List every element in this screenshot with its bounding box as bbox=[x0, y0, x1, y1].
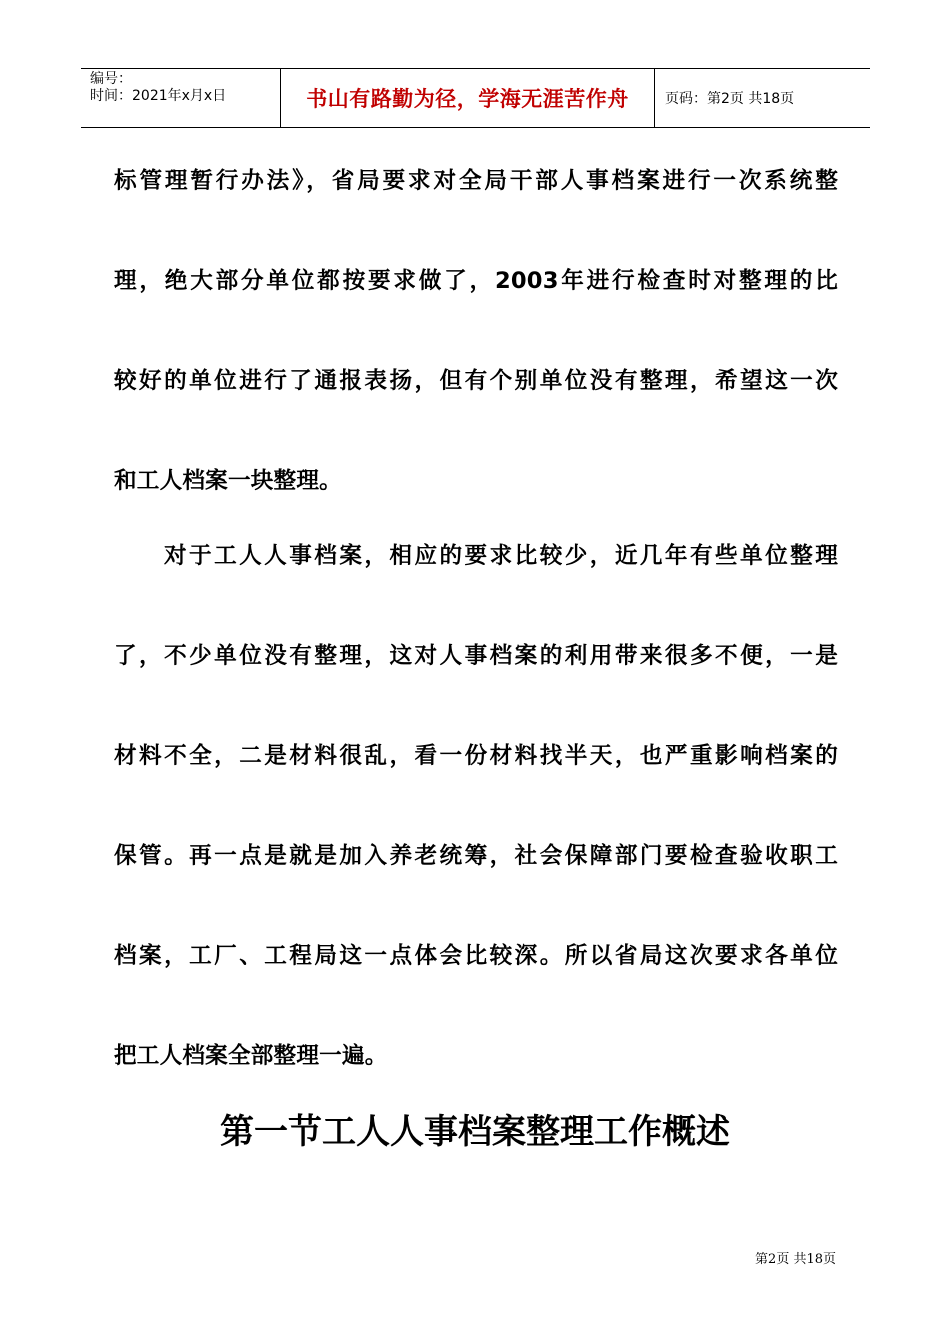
text-line: 把工人档案全部整理一遍。 bbox=[114, 1043, 388, 1069]
text-line: 档案，工厂、工程局这一点体会比较深。所以省局这次要求各单位 bbox=[114, 943, 838, 969]
header-page-label: 页码：第2页 共18页 bbox=[665, 91, 795, 107]
text-line: 保管。再一点是就是加入养老统筹，社会保障部门要检查验收职工 bbox=[114, 843, 838, 869]
section-title: 第一节工人人事档案整理工作概述 bbox=[220, 1112, 730, 1152]
doc-number-label: 编号： bbox=[90, 71, 132, 87]
header-page-cell bbox=[655, 69, 870, 127]
page-header bbox=[81, 68, 870, 128]
text-line: 标管理暂行办法》，省局要求对全局干部人事档案进行一次系统整 bbox=[114, 168, 838, 194]
header-motto-cell bbox=[281, 69, 655, 127]
text-line: 较好的单位进行了通报表扬，但有个别单位没有整理，希望这一次 bbox=[114, 368, 838, 394]
text-line: 和工人档案一块整理。 bbox=[114, 468, 342, 494]
text-line: 了，不少单位没有整理，这对人事档案的利用带来很多不便，一是 bbox=[114, 643, 838, 669]
text-line: 对于工人人事档案，相应的要求比较少，近几年有些单位整理 bbox=[164, 543, 838, 569]
header-meta bbox=[81, 69, 281, 127]
page-footer: 第2页 共18页 bbox=[755, 1252, 836, 1267]
text-line: 理，绝大部分单位都按要求做了，2003年进行检查时对整理的比 bbox=[114, 268, 838, 294]
body-text bbox=[114, 151, 838, 1126]
text-line: 材料不全，二是材料很乱，看一份材料找半天，也严重影响档案的 bbox=[114, 743, 838, 769]
doc-time-label: 时间：2021年x月x日 bbox=[90, 88, 227, 104]
header-motto: 书山有路勤为径，学海无涯苦作舟 bbox=[306, 87, 629, 111]
